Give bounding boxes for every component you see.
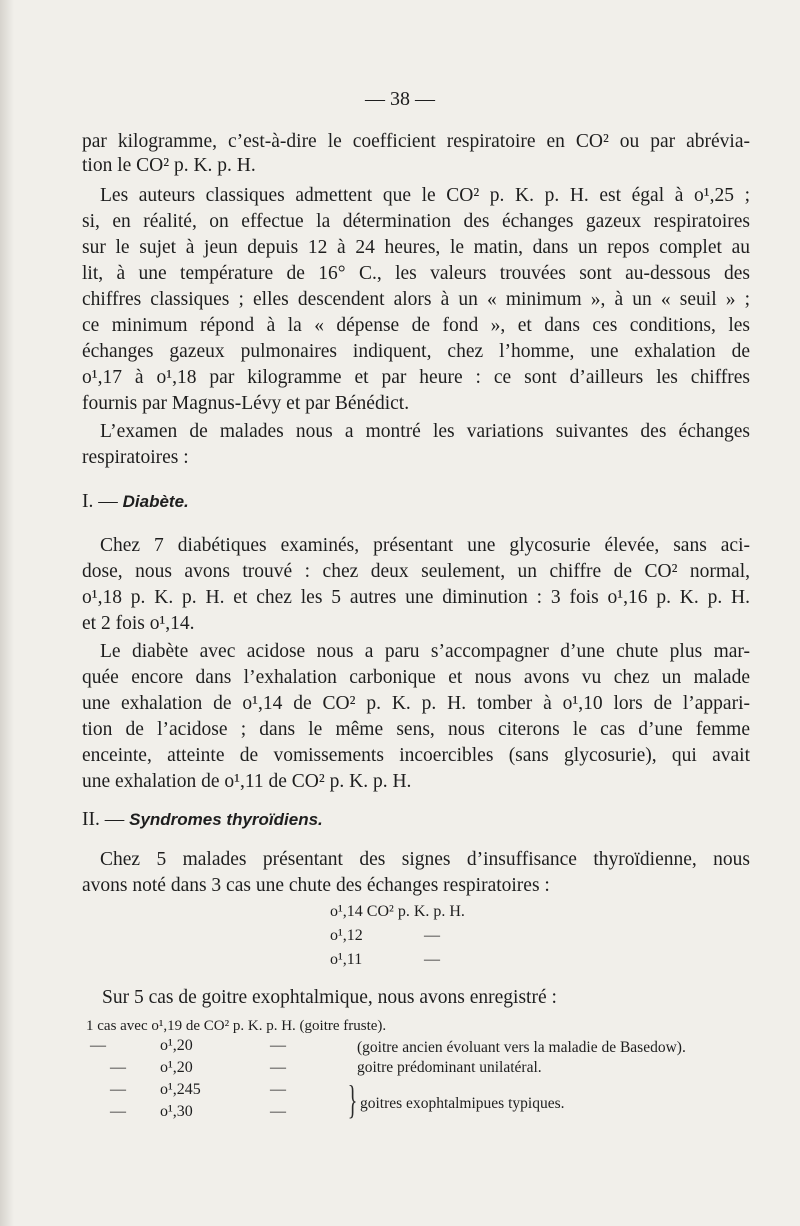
text-line: o¹,17 à o¹,18 par kilogramme et par heure : ce sont d’ailleurs les chiffres: [82, 367, 750, 388]
text-line: chiffres classiques ; elles descendent alors à un « minimum », à un « seuil » ;: [82, 289, 750, 310]
text-line: Les auteurs classiques admettent que le CO² p. K. p. H. est égal à o¹,25 ;: [100, 185, 750, 206]
goitre-note: goitres exophtalmipues typiques.: [360, 1095, 565, 1112]
goitre-value: o¹,20: [160, 1059, 193, 1076]
text-line: avons noté dans 3 cas une chute des échanges respiratoires :: [82, 875, 550, 896]
section-heading-thyroid: [82, 808, 750, 832]
thyro-value: o¹,14 CO² p. K. p. H.: [330, 903, 465, 920]
goitre-note: (goitre ancien évoluant vers la maladie de Basedow).: [357, 1039, 686, 1056]
text-line: une exhalation de o¹,11 de CO² p. K. p. H.: [82, 771, 412, 792]
text-line: Sur 5 cas de goitre exophtalmique, nous avons enregistré :: [102, 987, 557, 1008]
section-title: Syndromes thyroïdiens.: [129, 810, 323, 829]
text-line: Le diabète avec acidose nous a paru s’accompagner d’une chute plus mar-: [100, 641, 750, 662]
dash: —: [270, 1037, 286, 1054]
text-line: ce minimum répond à la « dépense de fond », et dans ces conditions, les: [82, 315, 750, 336]
text-line: lit, à une température de 16° C., les valeurs trouvées sont au-dessous des: [82, 263, 750, 284]
thyro-value: o¹,12: [330, 927, 363, 944]
goitre-value: o¹,20: [160, 1037, 193, 1054]
text-line: sur le sujet à jeun depuis 12 à 24 heures, le matin, dans un repos complet au: [82, 237, 750, 258]
page-number: — 38 —: [365, 88, 435, 110]
dash: —: [270, 1059, 286, 1076]
dash: —: [110, 1059, 126, 1076]
text-line: si, en réalité, on effectue la détermination des échanges gazeux respiratoires: [82, 211, 750, 232]
text-line: respiratoires :: [82, 447, 189, 468]
thyro-value: o¹,11: [330, 951, 363, 968]
section-title: Diabète.: [122, 492, 189, 511]
text-line: enceinte, atteinte de vomissements incoercibles (sans glycosurie), qui avait: [82, 745, 750, 766]
dash: —: [90, 1037, 106, 1054]
dash: —: [424, 927, 440, 944]
section-number: I. —: [82, 491, 118, 512]
scan-edge-shadow: [0, 0, 14, 1226]
text-line: par kilogramme, c’est-à-dire le coefficient respiratoire en CO² ou par abrévia-: [82, 131, 750, 152]
text-line: L’examen de malades nous a montré les variations suivantes des échanges: [100, 421, 750, 442]
text-line: et 2 fois o¹,14.: [82, 613, 195, 634]
goitre-note: goitre prédominant unilatéral.: [357, 1059, 542, 1076]
text-line: fournis par Magnus-Lévy et par Bénédict.: [82, 393, 410, 414]
text-line: o¹,18 p. K. p. H. et chez les 5 autres une diminution : 3 fois o¹,16 p. K. p. H.: [82, 587, 750, 608]
text-line: Chez 7 diabétiques examinés, présentant une glycosurie élevée, sans aci-: [100, 535, 750, 556]
goitre-value: o¹,30: [160, 1103, 193, 1120]
text-line: tion le CO² p. K. p. H.: [82, 155, 256, 176]
brace-icon: }: [347, 1077, 358, 1122]
text-line: tion de l’acidose ; dans le même sens, nous citerons le cas d’une femme: [82, 719, 750, 740]
text-line: échanges gazeux pulmonaires indiquent, chez l’homme, une exhalation de: [82, 341, 750, 362]
text-line: quée encore dans l’exhalation carbonique et nous avons vu chez un malade: [82, 667, 750, 688]
dash: —: [424, 951, 440, 968]
text-line: dose, nous avons trouvé : chez deux seulement, un chiffre de CO² normal,: [82, 561, 750, 582]
dash: —: [110, 1103, 126, 1120]
goitre-value: o¹,245: [160, 1081, 201, 1098]
goitre-row: 1 cas avec o¹,19 de CO² p. K. p. H. (goitre fruste).: [86, 1018, 387, 1034]
text-line: Chez 5 malades présentant des signes d’insuffisance thyroïdienne, nous: [100, 849, 750, 870]
section-heading-diabete: [82, 490, 750, 514]
dash: —: [110, 1081, 126, 1098]
dash: —: [270, 1103, 286, 1120]
dash: —: [270, 1081, 286, 1098]
section-number: II. —: [82, 809, 125, 830]
text-line: une exhalation de o¹,14 de CO² p. K. p. H. tomber à o¹,10 lors de l’appari-: [82, 693, 750, 714]
